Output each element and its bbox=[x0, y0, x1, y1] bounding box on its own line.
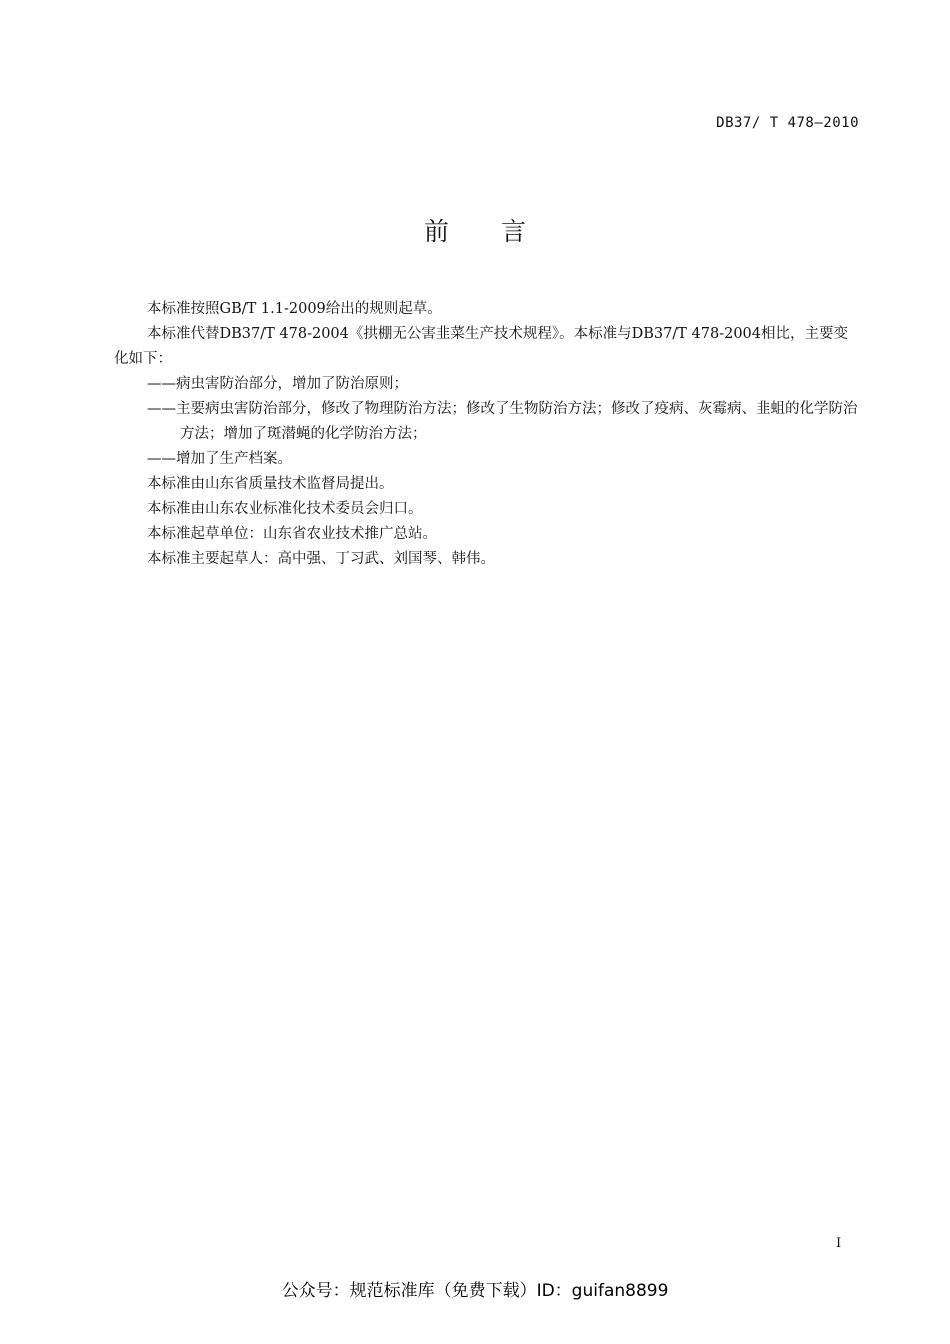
page-title: 前言 bbox=[423, 217, 578, 246]
paragraph-drafting-unit: 本标准起草单位：山东省农业技术推广总站。 bbox=[147, 526, 437, 542]
paragraph-drafters: 本标准主要起草人：高中强、丁习武、刘国琴、韩伟。 bbox=[147, 551, 495, 567]
change-item: ——病虫害防治部分，增加了防治原则； bbox=[147, 376, 408, 392]
document-code: DB37/ T 478—2010 bbox=[716, 115, 859, 131]
paragraph-proposer: 本标准由山东省质量技术监督局提出。 bbox=[147, 476, 394, 492]
footer-watermark: 公众号：规范标准库（免费下载）ID：guifan8899 bbox=[281, 1281, 669, 1301]
change-item: ——主要病虫害防治部分，修改了物理防治方法；修改了生物防治方法；修改了疫病、灰霉病、韭蛆的化学防治方法；增加了斑潜蝇的化学防治方法； bbox=[147, 401, 858, 442]
page-number: I bbox=[836, 1236, 842, 1251]
paragraph-administrator: 本标准由山东农业标准化技术委员会归口。 bbox=[147, 501, 423, 517]
foreword-body bbox=[114, 297, 860, 572]
paragraph-drafting-rules: 本标准按照GB/T 1.1-2009给出的规则起草。 bbox=[147, 301, 442, 317]
change-item: ——增加了生产档案。 bbox=[147, 451, 292, 467]
paragraph-replacement: 本标准代替DB37/T 478-2004《拱棚无公害韭菜生产技术规程》。本标准与DB37/T 478-2004相比，主要变化如下： bbox=[114, 326, 848, 367]
